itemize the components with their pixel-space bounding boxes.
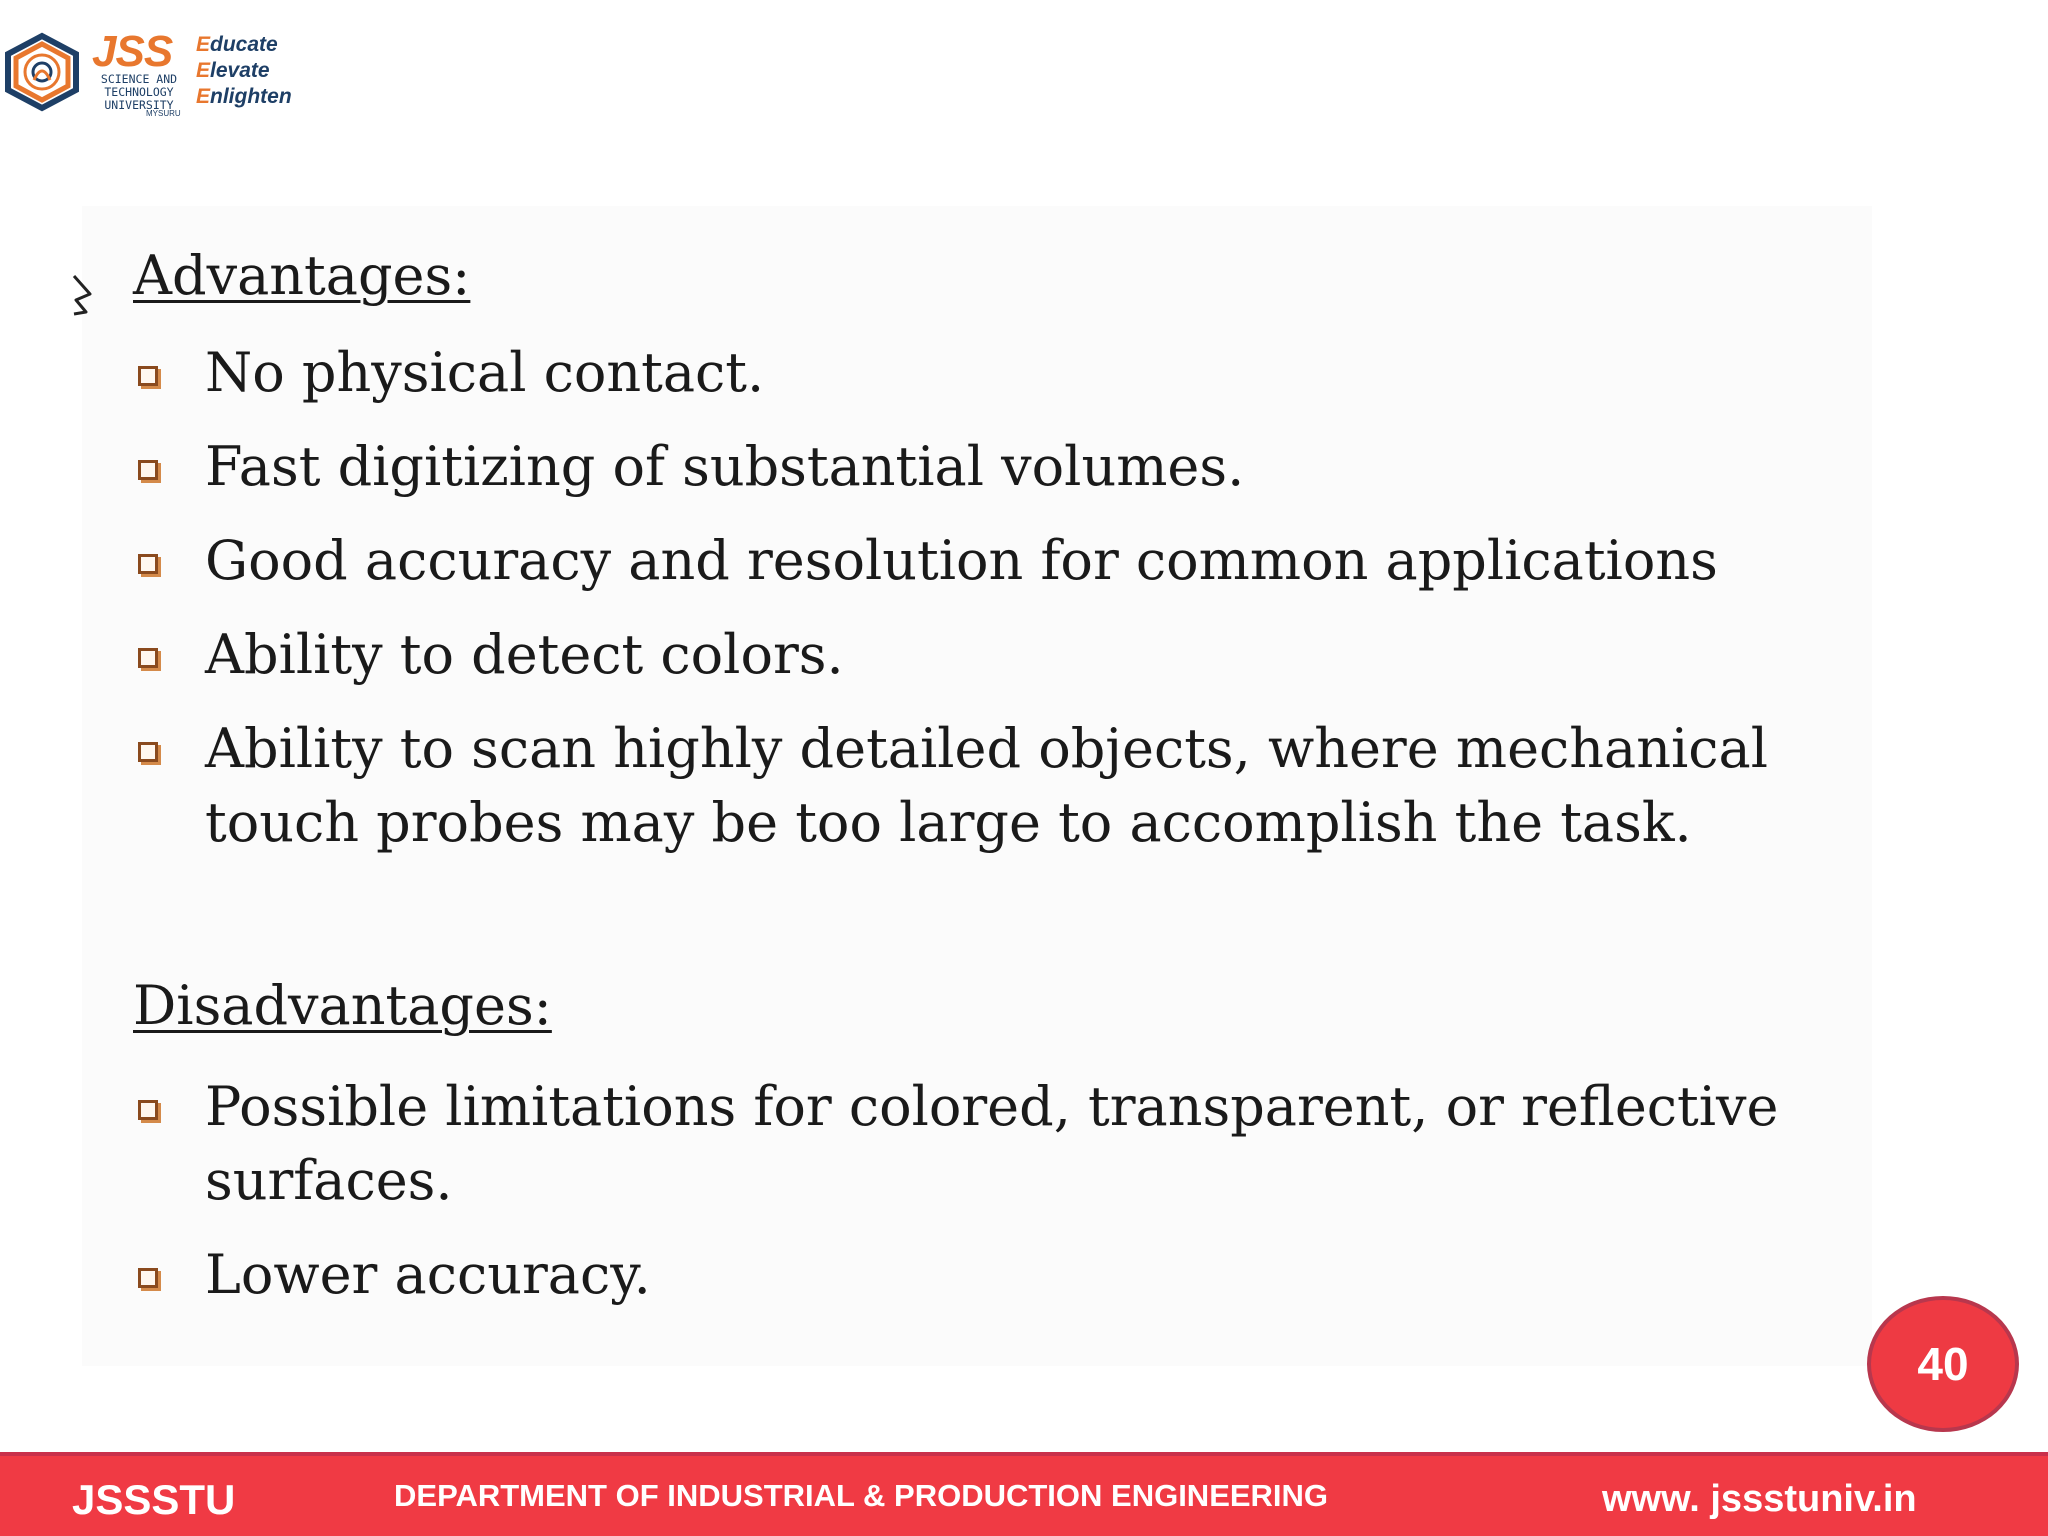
motto [196, 32, 292, 110]
disadvantages-heading: Disadvantages: [133, 974, 552, 1037]
motto-line: Enlighten [196, 85, 292, 108]
page-number-badge: 40 [1867, 1296, 2019, 1432]
square-bullet-icon [138, 742, 158, 762]
list-item: Ability to detect colors. [133, 618, 1893, 692]
list-item: Possible limitations for colored, transparent, or reflective surfaces. [133, 1070, 1893, 1218]
emblem-icon [0, 32, 84, 112]
list-item: Ability to scan highly detailed objects, where mechanical touch probes may be too large to accomplish the task. [133, 712, 1893, 860]
footer-url: www. jssstuniv.in [1602, 1478, 1917, 1520]
square-bullet-icon [138, 1268, 158, 1288]
square-bullet-icon [138, 366, 158, 386]
square-bullet-icon [138, 1100, 158, 1120]
list-item: Good accuracy and resolution for common applications [133, 524, 1893, 598]
list-item: Lower accuracy. [133, 1238, 1893, 1312]
footer-bar [0, 1452, 2048, 1536]
logo-wordmark: JSS [92, 27, 173, 76]
square-bullet-icon [138, 460, 158, 480]
list-item: Fast digitizing of substantial volumes. [133, 430, 1893, 504]
list-item: No physical contact. [133, 336, 1893, 410]
footer-department: DEPARTMENT OF INDUSTRIAL & PRODUCTION ENGINEERING [394, 1478, 1329, 1513]
motto-line: Elevate [196, 59, 270, 82]
logo-subtitle: SCIENCE AND TECHNOLOGY UNIVERSITY [100, 72, 178, 112]
motto-line: Educate [196, 33, 278, 56]
square-bullet-icon [138, 554, 158, 574]
footer-brand: JSSSTU [72, 1476, 236, 1523]
advantages-heading: Advantages: [133, 244, 471, 307]
university-logo [0, 28, 320, 128]
advantages-list [133, 336, 1893, 880]
pen-cursor-icon [70, 272, 96, 318]
square-bullet-icon [138, 648, 158, 668]
disadvantages-list [133, 1070, 1893, 1332]
logo-city: MYSURU [146, 109, 181, 118]
